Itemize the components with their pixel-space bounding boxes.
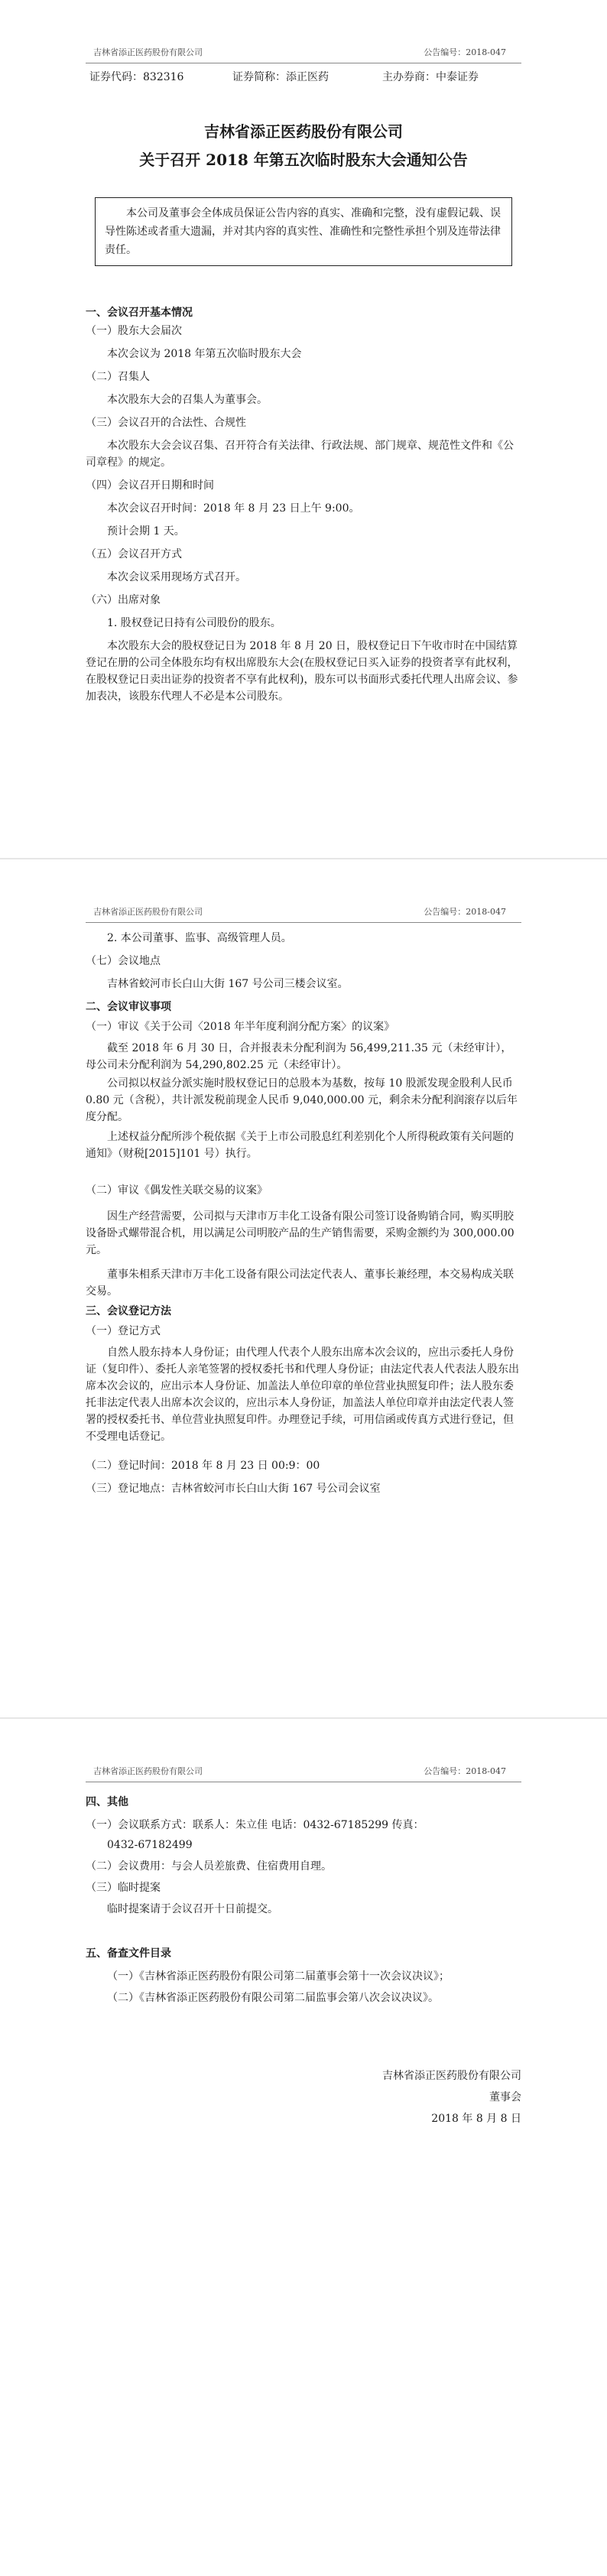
section-4-heading: 四、其他 (86, 1796, 128, 1808)
s4-a-contact: （一）会议联系方式：联系人：朱立佳 电话：0432-67185299 传真： (86, 1819, 424, 1831)
s3-c-registration-place: （三）登记地点：吉林省蛟河市长白山大街 167 号公司会议室 (86, 1483, 381, 1495)
s3-a-text: 自然人股东持本人身份证；由代理人代表个人股东出席本次会议的，应出示委托人身份证（复印件）、委托人亲笔签署的授权委托书和代理人身份证；由法定代表人代表法人股东出席本次会议的，应出示本人身份证、加盖法人单位印章的单位营业执照复印件；法人股东委托非法定代表人出席本次会议的，应出示本人身份证，加盖法人单位印章并由法定代表人签署的授权委托书、单位营业执照复印件。办理登记手续，可用信函或传真方式进行登记，但不受理电话登记。 (86, 1346, 519, 1443)
s1-a-text: 本次会议为 2018 年第五次临时股东大会 (107, 348, 302, 360)
s1-e-text: 本次会议采用现场方式召开。 (107, 571, 246, 583)
page-header (86, 905, 521, 923)
s1-d-text-1: 本次会议召开时间：2018 年 8 月 23 日上午 9:00。 (107, 502, 360, 515)
s4-c-heading: （三）临时提案 (86, 1882, 161, 1894)
page-2 (0, 859, 607, 1717)
s1-g-heading: （七）会议地点 (86, 955, 161, 967)
disclaimer-box: 本公司及董事会全体成员保证公告内容的真实、准确和完整，没有虚假记载、误导性陈述或者重大遗漏，并对其内容的真实性、准确性和完整性承担个别及连带法律责任。 (95, 197, 512, 266)
header-notice-no: 公告编号：2018-047 (424, 47, 506, 57)
header-company: 吉林省添正医药股份有限公司 (93, 47, 203, 57)
sign-date: 2018 年 8 月 8 日 (431, 2113, 521, 2125)
s2-a-para-3: 上述权益分配所涉个税依据《关于上市公司股息红利差别化个人所得税政策有关问题的通知》（财税[2015]101 号）执行。 (86, 1131, 514, 1160)
s1-a-heading: （一）股东大会届次 (86, 325, 182, 337)
s2-b-heading: （二）审议《偶发性关联交易的议案》 (86, 1184, 268, 1197)
header-notice-no: 公告编号：2018-047 (424, 1766, 506, 1776)
s1-f-heading: （六）出席对象 (86, 594, 161, 606)
s4-a-fax: 0432-67182499 (107, 1839, 193, 1851)
s5-a-doc: （一）《吉林省添正医药股份有限公司第二届董事会第十一次会议决议》； (107, 1970, 450, 1983)
header-company: 吉林省添正医药股份有限公司 (93, 1766, 203, 1776)
s2-b-para-2: 董事朱相系天津市万丰化工设备有限公司法定代表人、董事长兼经理，本交易构成关联交易。 (86, 1269, 514, 1298)
header-company: 吉林省添正医药股份有限公司 (93, 907, 203, 917)
s2-a-para-2: 公司拟以权益分派实施时股权登记日的总股本为基数，按每 10 股派发现金股利人民币 0.80 元（含税），共计派发税前现金人民币 9,040,000.00 元，剩余未分配利润滚存以后年度分配。 (86, 1077, 518, 1123)
s1-b-text: 本次股东大会的召集人为董事会。 (107, 394, 268, 406)
s1-g-text: 吉林省蛟河市长白山大街 167 号公司三楼会议室。 (107, 978, 349, 990)
section-2-heading: 二、会议审议事项 (86, 1001, 171, 1013)
title-notice: 关于召开 2018 年第五次临时股东大会通知公告 (139, 151, 468, 169)
sign-board: 董事会 (489, 2091, 521, 2103)
s4-c-text: 临时提案请于会议召开十日前提交。 (107, 1903, 278, 1915)
s1-f1-text: 本次股东大会的股权登记日为 2018 年 8 月 20 日，股权登记日下午收市时在中国结算登记在册的公司全体股东均有权出席股东大会(在股权登记日买入证券的投资者享有此权利，在股权登记日卖出证券的投资者不享有此权利)，股东可以书面形式委托代理人出席会议、参加表决，该股东代理人不必是本公司股东。 (86, 640, 518, 703)
s1-f2-heading: 2. 本公司董事、监事、高级管理人员。 (107, 932, 292, 944)
page-1 (0, 0, 607, 858)
s2-a-para-1: 截至 2018 年 6 月 30 日，合并报表未分配利润为 56,499,211.35 元（未经审计），母公司未分配利润为 54,290,802.25 元（未经审计）。 (86, 1042, 512, 1071)
sign-company: 吉林省添正医药股份有限公司 (382, 2070, 521, 2082)
s1-d-heading: （四）会议召开日期和时间 (86, 479, 214, 492)
title-company: 吉林省添正医药股份有限公司 (204, 122, 403, 141)
section-5-heading: 五、备查文件目录 (86, 1947, 171, 1960)
s1-c-text: 本次股东大会会议召集、召开符合有关法律、行政法规、部门规章、规范性文件和《公司章程》的规定。 (86, 440, 514, 469)
page-header (86, 1765, 521, 1782)
section-1-heading: 一、会议召开基本情况 (86, 307, 193, 319)
header-notice-no: 公告编号：2018-047 (424, 907, 506, 917)
s1-e-heading: （五）会议召开方式 (86, 548, 182, 560)
s4-b-fees: （二）会议费用：与会人员差旅费、住宿费用自理。 (86, 1860, 332, 1873)
page-3 (0, 1719, 607, 2576)
page-header (86, 46, 521, 63)
s3-b-registration-time: （二）登记时间：2018 年 8 月 23 日 00:9：00 (86, 1460, 320, 1472)
s2-b-para-1: 因生产经营需要，公司拟与天津市万丰化工设备有限公司签订设备购销合同，购买明胶设备卧式螺带混合机，用以满足公司明胶产品的生产销售需要，采购金额约为 300,000.00 元。 (86, 1210, 514, 1256)
section-3-heading: 三、会议登记方法 (86, 1305, 171, 1317)
s5-b-doc: （二）《吉林省添正医药股份有限公司第二届监事会第八次会议决议》。 (107, 1992, 439, 2004)
s1-c-heading: （三）会议召开的合法性、合规性 (86, 417, 246, 429)
s1-d-text-2: 预计会期 1 天。 (107, 525, 185, 538)
s3-a-heading: （一）登记方式 (86, 1325, 161, 1337)
security-abbr: 证券简称：添正医药 (232, 71, 329, 83)
s1-f1-heading: 1. 股权登记日持有公司股份的股东。 (107, 617, 281, 629)
s1-b-heading: （二）召集人 (86, 371, 150, 383)
security-code: 证券代码：832316 (89, 71, 184, 83)
broker: 主办券商：中泰证券 (382, 71, 479, 83)
s2-a-heading: （一）审议《关于公司〈2018 年半年度利润分配方案〉的议案》 (86, 1021, 395, 1033)
